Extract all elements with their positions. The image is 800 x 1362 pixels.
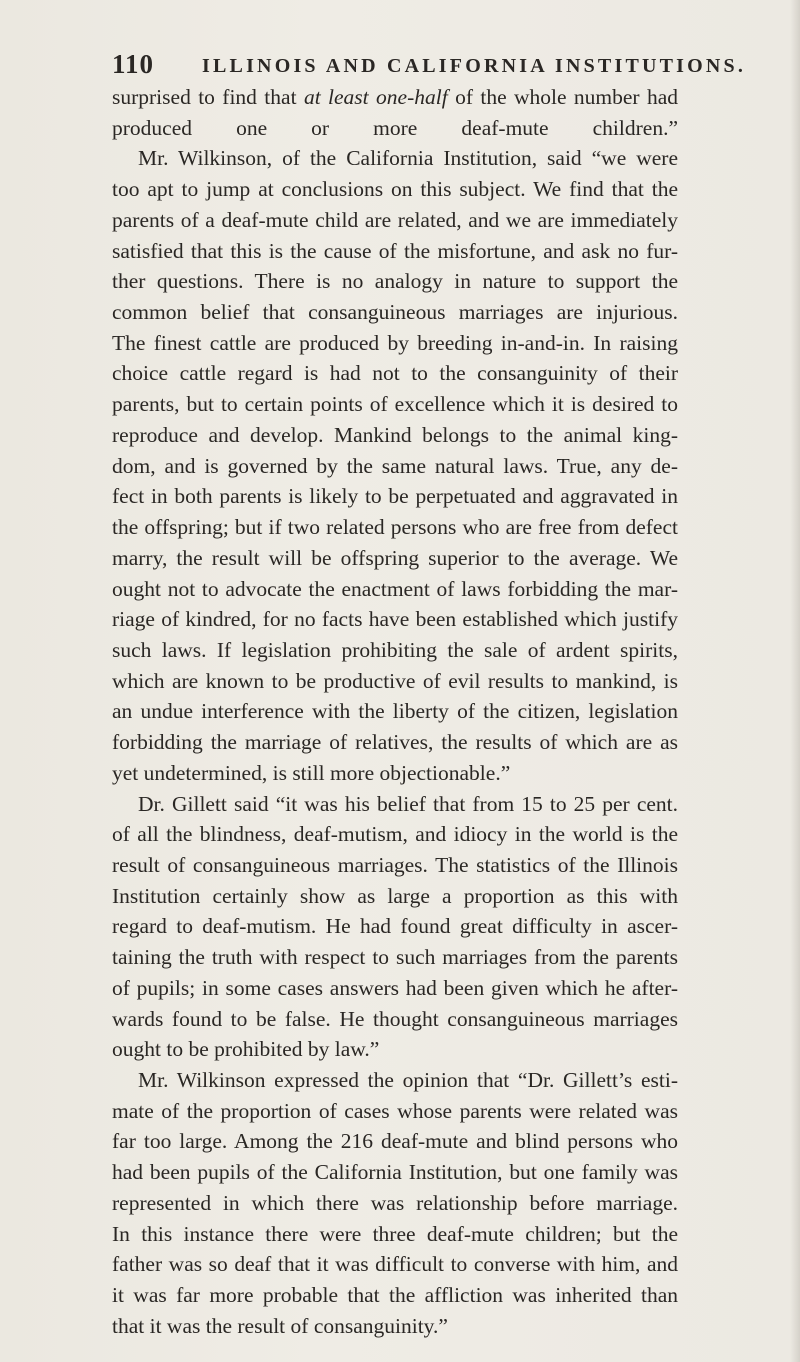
page-edge-shadow [790, 0, 800, 1362]
text-line: represented in which there was relationship before marriage. [112, 1190, 678, 1215]
text-line: reproduce and develop. Mankind belongs to the animal king- [112, 422, 678, 447]
text-line: forbidding the marriage of relatives, the results of which are as [112, 730, 678, 755]
text-line: Dr. Gillett said “it was his belief that from 15 to 25 per cent. [138, 791, 678, 816]
text-line: produced one or more deaf-mute children.” [112, 115, 678, 140]
text-line: ought not to advocate the enactment of laws forbidding the mar- [112, 576, 678, 601]
text-line: of all the blindness, deaf-mutism, and idiocy in the world is the [112, 822, 678, 847]
text-line: The finest cattle are produced by breeding in-and-in. In raising [112, 330, 678, 355]
text-line: such laws. If legislation prohibiting the sale of ardent spirits, [112, 637, 678, 662]
running-head: ILLINOIS AND CALIFORNIA INSTITUTIONS. [202, 55, 747, 77]
text-line: In this instance there were three deaf-mute children; but the [112, 1221, 678, 1246]
text-line: common belief that consanguineous marriages are injurious. [112, 300, 678, 325]
text-line: yet undetermined, is still more objectionable.” [112, 760, 511, 785]
text-line: Mr. Wilkinson expressed the opinion that “Dr. Gillett’s esti- [138, 1068, 678, 1092]
text-line: taining the truth with respect to such marriages from the parents [112, 945, 678, 970]
text-line: result of consanguineous marriages. The statistics of the Illinois [112, 852, 678, 877]
page-header [70, 46, 770, 82]
text-line: it was far more probable that the affliction was inherited than [112, 1283, 678, 1308]
text-line: the offspring; but if two related persons who are free from defect [112, 515, 678, 540]
text-line: wards found to be false. He thought consanguineous marriages [112, 1006, 678, 1031]
text-line: mate of the proportion of cases whose parents were related was [112, 1098, 678, 1123]
text-line: ought to be prohibited by law.” [112, 1037, 380, 1062]
text-line: which are known to be productive of evil results to mankind, is [112, 668, 678, 693]
text-line: Mr. Wilkinson, of the California Institution, said “we were [138, 146, 678, 171]
text-line: fect in both parents is likely to be perpetuated and aggravated in [112, 484, 678, 509]
text-line: marry, the result will be offspring superior to the average. We [112, 545, 678, 570]
text-line: that it was the result of consanguinity.” [112, 1313, 448, 1338]
text-line: far too large. Among the 216 deaf-mute and blind persons who [112, 1129, 678, 1154]
text-line: ther questions. There is no analogy in nature to support the [112, 269, 678, 294]
text-line: father was so deaf that it was difficult to converse with him, and [112, 1252, 678, 1277]
text-line: choice cattle regard is had not to the consanguinity of their [112, 361, 678, 386]
text-line: satisfied that this is the cause of the misfortune, and ask no fur- [112, 238, 678, 263]
page-number: 110 [112, 49, 155, 79]
text-line: too apt to jump at conclusions on this subject. We find that the [112, 177, 678, 202]
text-line: regard to deaf-mutism. He had found great difficulty in ascer- [112, 914, 678, 939]
text-line: riage of kindred, for no facts have been established which justify [112, 607, 678, 632]
text-line: parents of a deaf-mute child are related, and we are immediately [112, 207, 678, 232]
text-line: dom, and is governed by the same natural laws. True, any de- [112, 453, 678, 478]
text-line: had been pupils of the California Institution, but one family was [112, 1160, 678, 1185]
text-line: of pupils; in some cases answers had been given which he after- [112, 975, 678, 1000]
text-line: an undue interference with the liberty of the citizen, legislation [112, 699, 678, 724]
emphasis-text: at least one-half [303, 85, 448, 109]
body-text [112, 82, 678, 1341]
text-line: surprised to find that at least one-half of the whole number had [112, 85, 679, 109]
text-line: Institution certainly show as large a proportion as this with [112, 883, 678, 908]
text-line: parents, but to certain points of excellence which it is desired to [112, 392, 678, 417]
